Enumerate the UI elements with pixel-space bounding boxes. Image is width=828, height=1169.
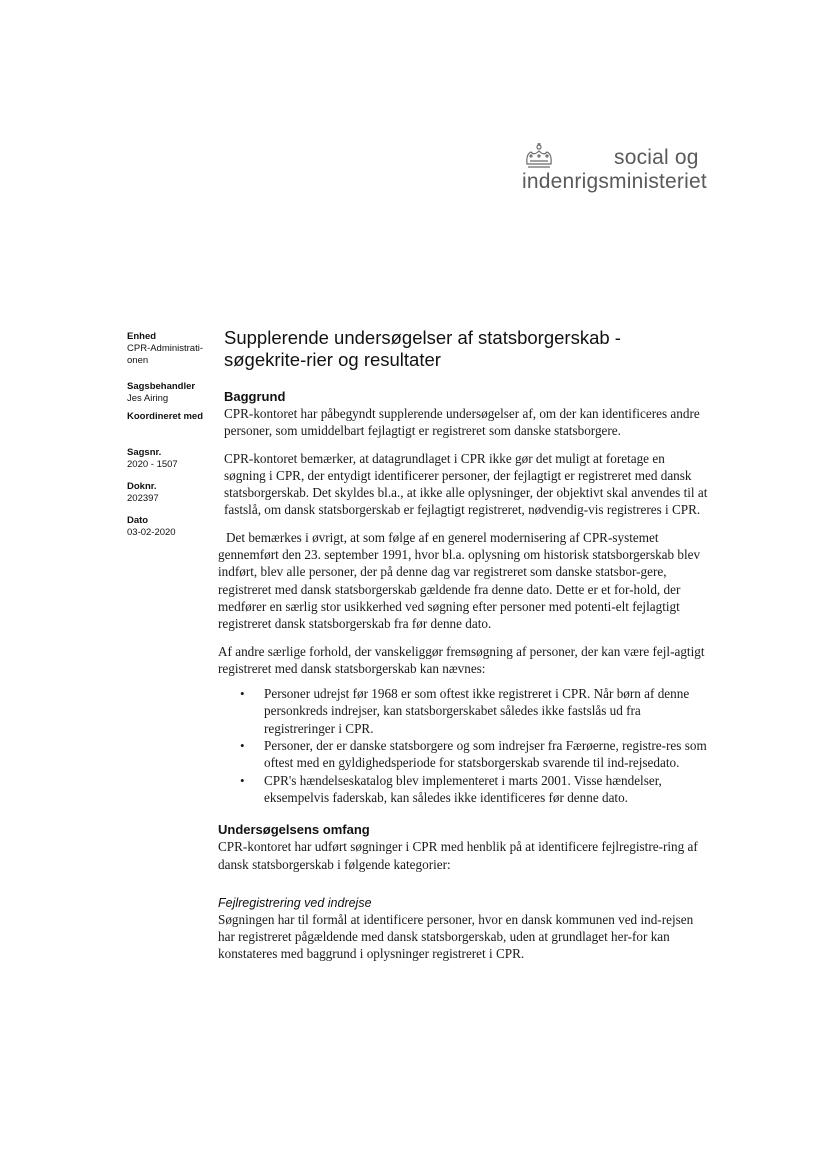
sagsnr-label: Sagsnr. xyxy=(127,447,162,458)
logo-text-line1: social og xyxy=(614,146,699,169)
enhed-block xyxy=(127,331,217,367)
paragraph: Det bemærkes i øvrigt, at som følge af en generel modernisering af CPR-systemet gennemført den 23. september 1991, hvor bl.a. oplysning om historisk statsborgerskab blev indført, blev alle personer, der på denne dag var registreret som danske statsbor-gere, registreret med dansk statsborgerskab gældende fra denne dato. Dette er et for-hold, der medfører en særlig stor usikkerhed ved søgning efter personer med potenti-elt fejlagtigt registreret dansk statsborgerskab fra før denne dato. xyxy=(218,529,701,632)
dato-value: 03-02-2020 xyxy=(127,527,176,538)
sagsbehandler-value: Jes Airing xyxy=(127,393,169,404)
crown-icon xyxy=(522,142,556,172)
koordineret-label: Koordineret med xyxy=(127,411,204,422)
paragraph: Søgningen har til formål at identificere personer, hvor en dansk kommunen ved ind-rejsen har registreret pågældende med dansk statsborgerskab, uden at grundlaget her-for kan konstateres med baggrund i oplysninger registreret i CPR. xyxy=(218,911,694,962)
doknr-block xyxy=(127,481,217,505)
section-heading-omfang: Undersøgelsens omfang xyxy=(218,822,370,838)
bullet-icon: • xyxy=(240,686,245,702)
logo-text-line2: indenrigsministeriet xyxy=(522,170,707,193)
paragraph: CPR-kontoret bemærker, at datagrundlaget i CPR ikke gør det muligt at foretage en søgning i CPR, der entydigt identificerer personer, der fejlagtigt er registreret med dansk statsborgerskab. Det skyldes bl.a., at ikke alle oplysninger, der objektivt skal anvendes til at fastslå, om dansk statsborgerskab er fejlagtigt registreret, nødvendig-vis registreres i CPR. xyxy=(224,450,708,518)
sagsbehandler-label: Sagsbehandler xyxy=(127,381,196,392)
enhed-value-line2: onen xyxy=(127,355,149,366)
bullet-icon: • xyxy=(240,772,245,788)
list-item: • Personer, der er danske statsborgere og som indrejser fra Færøerne, registre-res som oftest med en gyldighedsperiode for statsborgerskab svarende til ind-rejsedato. xyxy=(240,738,707,771)
document-title: Supplerende undersøgelser af statsborgerskab - søgekrite-rier og resultater xyxy=(224,327,621,370)
bullet-list xyxy=(218,685,708,806)
ministry-logo xyxy=(520,140,710,200)
metadata-sidebar xyxy=(127,331,217,545)
list-item: • Personer udrejst før 1968 er som oftest ikke registreret i CPR. Når børn af denne personkreds indrejser, kan statsborgerskabet således ikke fastslås ud fra registreringer i CPR. xyxy=(240,686,690,736)
enhed-label: Enhed xyxy=(127,331,157,342)
sagsbehandler-block xyxy=(127,381,217,405)
paragraph: CPR-kontoret har påbegyndt supplerende undersøgelser af, om der kan identificeres andre personer, som umiddelbart fejlagtigt er registreret som danske statsborgere. xyxy=(224,406,700,439)
paragraph: CPR-kontoret har udført søgninger i CPR med henblik på at identificere fejlregistre-ring af dansk statsborgerskab i følgende kategorier: xyxy=(218,839,698,872)
document-body xyxy=(218,327,708,963)
sagsnr-value: 2020 - 1507 xyxy=(127,459,178,470)
list-item: • CPR's hændelseskatalog blev implementeret i marts 2001. Visse hændelser, eksempelvis faderskab, kan således ikke identificeres før denne dato. xyxy=(240,772,662,805)
doknr-value: 202397 xyxy=(127,493,159,504)
bullet-icon: • xyxy=(240,738,245,754)
paragraph: Af andre særlige forhold, der vanskeliggør fremsøgning af personer, der kan være fejl-agtigt registreret med dansk statsborgerskab kan nævnes: xyxy=(218,643,705,676)
section-heading-baggrund: Baggrund xyxy=(224,389,286,404)
enhed-value-line1: CPR-Administrati- xyxy=(127,343,204,354)
dato-label: Dato xyxy=(127,515,149,526)
dato-block xyxy=(127,515,217,539)
subsection-heading-indrejse: Fejlregistrering ved indrejse xyxy=(218,895,372,910)
doknr-label: Doknr. xyxy=(127,481,157,492)
sagsnr-block xyxy=(127,447,217,471)
koordineret-block xyxy=(127,411,217,423)
